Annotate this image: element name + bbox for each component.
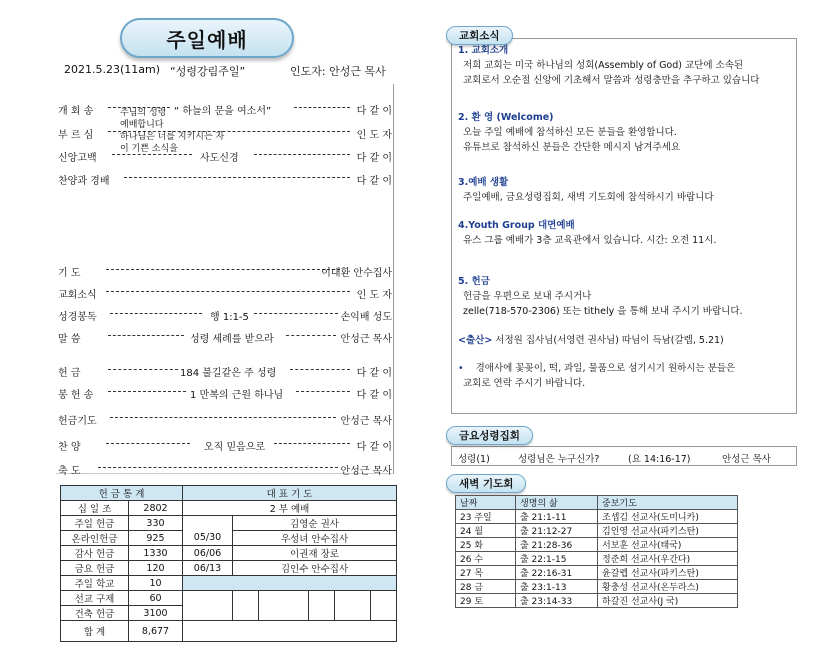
table-cell: 출 23:14-33 [516, 594, 598, 608]
table-cell [183, 591, 233, 621]
table-cell [335, 591, 371, 621]
table-row [456, 524, 738, 538]
table-row [456, 580, 738, 594]
news-item: 2. 환 영 (Welcome) 오늘 주일 예배에 참석하신 모든 분들을 환영합니다. 유튜브로 참석하신 분들은 간단한 메시지 남겨주세요 [458, 112, 680, 153]
table-cell: 김인영 선교사(파키스탄) [598, 524, 738, 538]
table-cell [309, 591, 335, 621]
page-title: 주일예배 [120, 18, 294, 58]
birth-notice: <출산> 서정원 집사님(서영련 권사님) 따님이 득남(갈렙, 5.21) [458, 335, 724, 346]
table-cell: 윤갈렙 선교사(파키스탄) [598, 566, 738, 580]
hymn-item: 하나님은 너를 지키시는 자 [120, 132, 225, 142]
bullet-icon: • [458, 363, 464, 374]
hymn-item: 이 기쁜 소식을 [120, 144, 178, 154]
news-title: 교회소식 [446, 26, 513, 45]
table-cell: 황충성 선교사(온두라스) [598, 580, 738, 594]
table-cell: 29 토 [456, 594, 516, 608]
service-leader: 인도자: 안성근 목사 [290, 65, 386, 78]
table-cell: 출 22:16-31 [516, 566, 598, 580]
table-cell [259, 591, 309, 621]
table-cell: 28 금 [456, 580, 516, 594]
news-item: 4.Youth Group 대면예배 유스 그룹 예배가 3층 교육관에서 있습니다. 시간: 오전 11시. [458, 220, 717, 246]
hymn-item: 예배합니다 [120, 120, 164, 130]
table-cell: 하갈진 선교사(J 국) [598, 594, 738, 608]
offering-header: 헌 금 통 계 [61, 486, 183, 501]
dawn-prayer-table: 날짜 생명의 삶 중보기도 23 주일 출 21:1-11 조셉김 선교사(도미니카) 24 월 출 21:12-27 김인영 선교사(파키스탄) 25 화 출 21:28-36 서보훈 선교사(태국) 26 수 출 22:1-15 정준희 선교사(우간다) 27 목 출 22:16-31 윤갈렙 선교사(파키스탄) 28 금 출 23:1-13 황충성 선교사(온두라스) 29 토 출 23:14-33 하갈진 선교사(J 국) [455, 495, 738, 608]
table-cell: 조셉김 선교사(도미니카) [598, 510, 738, 524]
offering-total-label: 합 계 [61, 621, 129, 642]
table-cell: 출 21:1-11 [516, 510, 598, 524]
news-item: 1. 교회소개 저희 교회는 미국 하나님의 성회(Assembly of God) 교단에 소속된 교회로서 오순절 신앙에 기초해서 말씀과 성령충만을 추구하고 있습니다 [458, 45, 760, 86]
table-row [456, 510, 738, 524]
table-cell: 24 월 [456, 524, 516, 538]
table-cell: 출 21:28-36 [516, 538, 598, 552]
dawn-title: 새벽 기도회 [446, 474, 526, 493]
table-cell [233, 591, 259, 621]
table-cell: 출 23:1-13 [516, 580, 598, 594]
table-cell: 출 21:12-27 [516, 524, 598, 538]
friday-title: 금요성령집회 [446, 426, 533, 445]
table-cell [371, 591, 397, 621]
service-theme: “성령강림주일” [170, 65, 246, 78]
table-cell: 23 주일 [456, 510, 516, 524]
table-cell [183, 621, 397, 642]
news-item: 5. 헌금 헌금을 우편으로 보내 주시거나 zelle(718-570-2306) 또는 tithely 을 통해 보내 주시기 바랍니다. [458, 276, 743, 317]
friday-service: 성령(1) 성령님은 누구신가? (요 14:16-17) 안성근 목사 [451, 446, 797, 466]
worship-order: 개 회 송 “ 하늘의 문을 여소서” 다 같 이 부 르 심 인 도 자 신앙고백 사도신경 다 같 이 찬양과 경배 다 같 이 기 도 이대환 안수집사 교회소식 인 도 자 성경봉독 행 1:1-5 손익배 성도 말 씀 성령 세례를 받으라 안성근 목사 헌 금 184 불길같은 주 성령 다 같 이 봉 헌 송 1 만복의 근원 하나님 다 같 이 헌금기도 안성근 목사 찬 양 오직 믿음으로 다 같 이 축 도 안성근 목사 [56, 84, 394, 474]
prayer-subheader: 2 부 예배 [183, 501, 397, 516]
notice: • 경애사에 꽃꽂이, 떡, 과일, 물품으로 섬기시기 원하시는 분들은 교회로 연락 주시기 바랍니다. [458, 363, 736, 389]
table-cell: 서보훈 선교사(태국) [598, 538, 738, 552]
offering-total: 8,677 [129, 621, 183, 642]
table-cell: 정준희 선교사(우간다) [598, 552, 738, 566]
table-row [456, 538, 738, 552]
church-news [451, 38, 797, 414]
table-cell: 25 화 [456, 538, 516, 552]
table-cell [183, 576, 397, 591]
table-cell: 26 수 [456, 552, 516, 566]
table-row [456, 566, 738, 580]
table-row [456, 594, 738, 608]
hymn-list [120, 107, 224, 155]
news-item: 3.예배 생활 주일예배, 금요성령집회, 새벽 기도회에 참석하시기 바랍니다 [458, 177, 714, 203]
prayer-header: 대 표 기 도 [183, 486, 397, 501]
table-cell: 출 22:1-15 [516, 552, 598, 566]
hymn-item: 주님의 성령 [120, 108, 167, 118]
table-cell: 27 목 [456, 566, 516, 580]
service-date: 2021.5.23(11am) [64, 63, 161, 76]
table-row [456, 552, 738, 566]
offering-table: 헌 금 통 계 대 표 기 도 십 일 조 2802 2 부 예배 주일 헌금 330 김영순 권사 온라인헌금 925 05/30 우성녀 안수집사 감사 헌금 1330 06/06 이권재 장로 금요 헌금 120 06/13 김인수 안수집사 주일 학교 10 선교 구제 60 건축 헌금 3100 합 계 8,677 [60, 485, 397, 642]
